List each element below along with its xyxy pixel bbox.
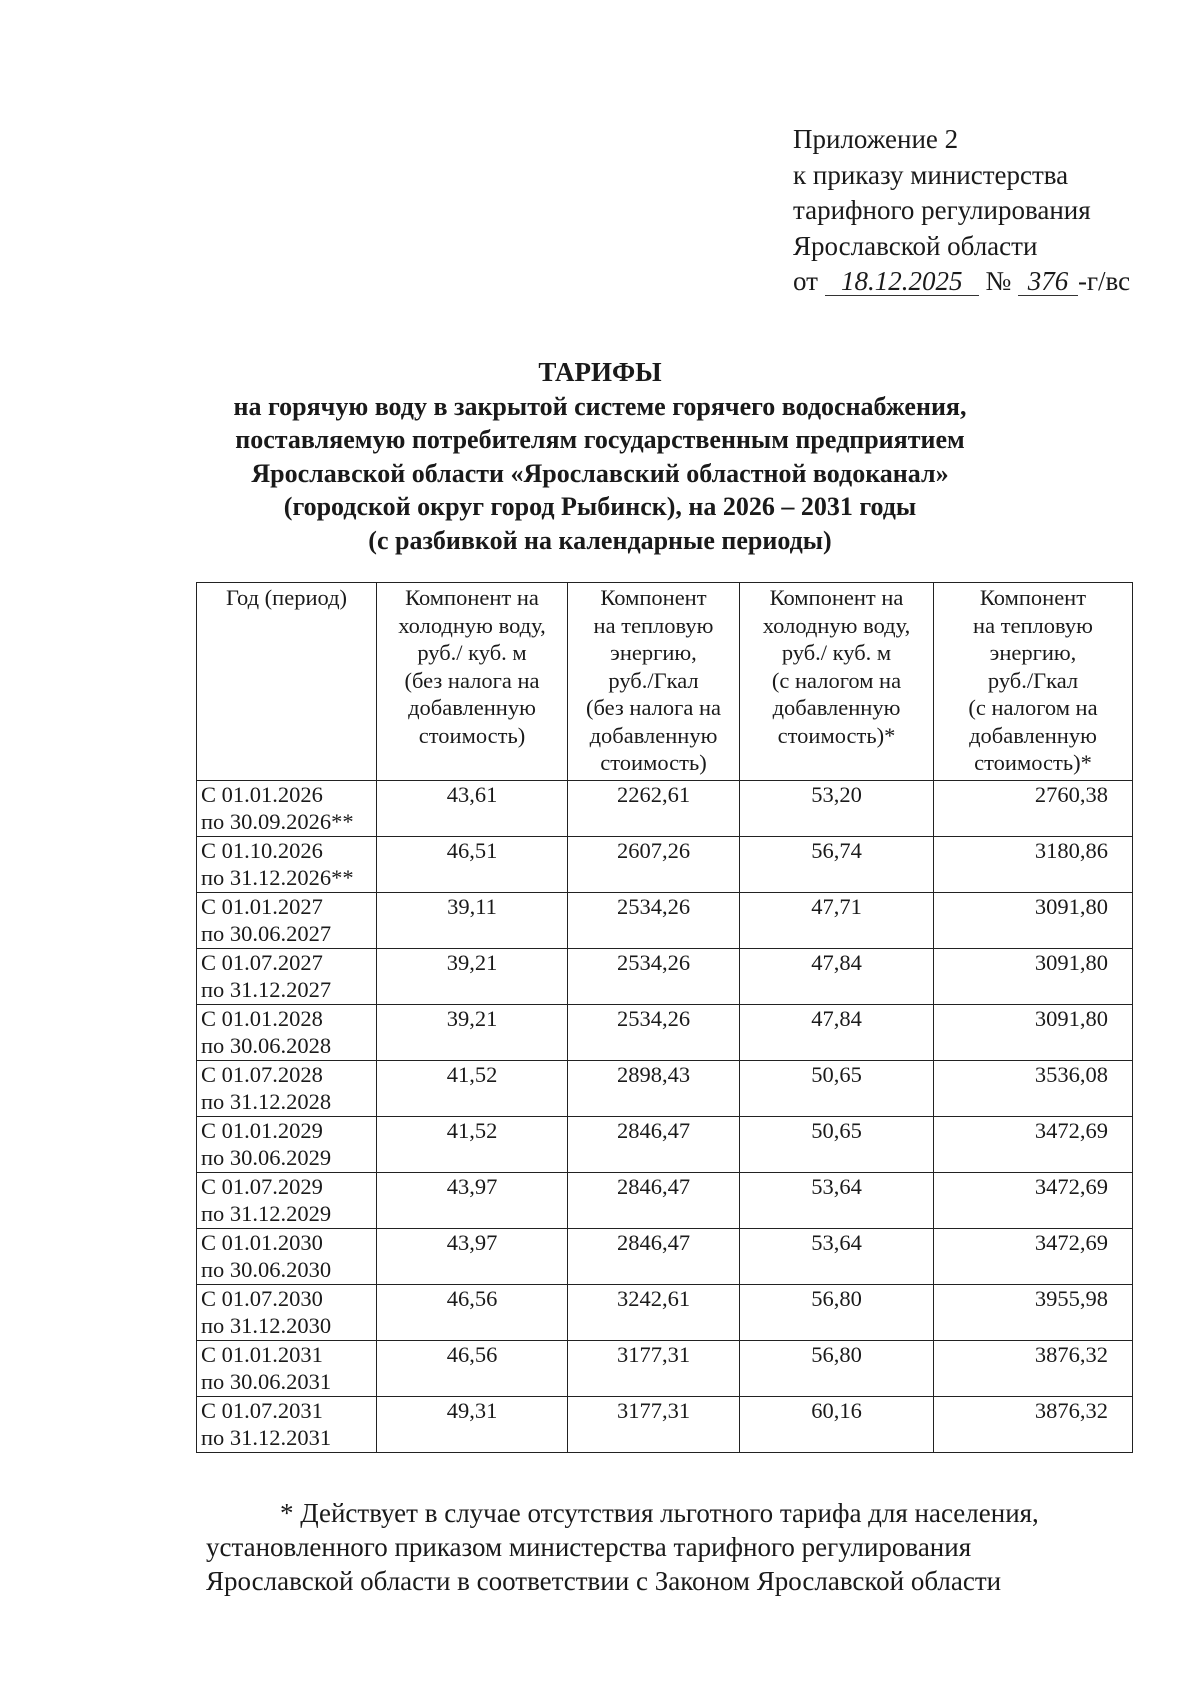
tariff-value-cold-vat: 56,74 — [740, 836, 934, 892]
subtitle-line: поставляемую потребителям государственным предприятием — [235, 425, 965, 454]
column-header-line: (с налогом на — [771, 667, 902, 693]
appendix-date-line — [793, 264, 1130, 300]
column-header-line: на тепловую — [973, 612, 1093, 638]
column-header-line: энергию, — [610, 640, 697, 665]
tariff-value-heat: 2534,26 — [568, 892, 740, 948]
handwritten-number: 376 — [1018, 267, 1078, 296]
appendix-block — [793, 122, 1130, 300]
tariff-value-heat-vat: 3091,80 — [934, 948, 1133, 1004]
tariff-value-heat-vat: 3091,80 — [934, 1004, 1133, 1060]
tariff-value-cold: 49,31 — [377, 1396, 568, 1452]
tariff-value-heat-vat: 2760,38 — [934, 780, 1133, 836]
period-start: С 01.07.2029 — [201, 1173, 323, 1199]
period-start: С 01.07.2031 — [201, 1397, 323, 1423]
footnote-line: Ярославской области в соответствии с Законом Ярославской области — [206, 1566, 1002, 1596]
table-row — [197, 1004, 1133, 1060]
period-end: по 31.12.2030 — [201, 1313, 332, 1338]
tariff-value-cold: 46,51 — [377, 836, 568, 892]
table-row — [197, 1284, 1133, 1340]
tariff-value-heat-vat: 3536,08 — [934, 1060, 1133, 1116]
period-cell — [197, 1172, 377, 1228]
handwritten-date: 18.12.2025 — [825, 267, 979, 296]
period-end: по 31.12.2027 — [201, 977, 332, 1002]
column-header-line: Компонент на — [769, 585, 904, 610]
tariff-value-heat-vat: 3091,80 — [934, 892, 1133, 948]
period-cell — [197, 1228, 377, 1284]
period-start: С 01.01.2028 — [201, 1005, 323, 1031]
tariff-value-heat: 3242,61 — [568, 1284, 740, 1340]
table-header-row — [197, 583, 1133, 781]
subtitle-line: (с разбивкой на календарные периоды) — [368, 525, 832, 555]
tariff-value-heat-vat: 3876,32 — [934, 1340, 1133, 1396]
footnote — [206, 1496, 1154, 1598]
column-header-line: (без налога на — [404, 667, 540, 693]
tariff-value-cold: 43,97 — [377, 1172, 568, 1228]
period-end: по 30.06.2028 — [201, 1033, 332, 1058]
column-header-line: стоимость)* — [777, 722, 896, 748]
appendix-line: к приказу министерства — [793, 159, 1069, 190]
subtitle-line: на горячую воду в закрытой системе горячего водоснабжения, — [233, 391, 967, 421]
tariff-value-cold: 39,11 — [377, 892, 568, 948]
appendix-line: тарифного регулирования — [793, 195, 1091, 225]
period-start: С 01.07.2027 — [201, 949, 323, 975]
tariff-value-heat-vat: 3876,32 — [934, 1396, 1133, 1452]
tariff-value-heat: 2262,61 — [568, 780, 740, 836]
tariff-value-cold: 46,56 — [377, 1340, 568, 1396]
tariff-value-heat: 2534,26 — [568, 1004, 740, 1060]
column-header-line: добавленную — [772, 695, 901, 720]
tariff-value-cold-vat: 60,16 — [740, 1396, 934, 1452]
column-header-line: руб./Гкал — [608, 667, 699, 693]
column-header-line: Компонент — [979, 585, 1087, 610]
period-start: С 01.10.2026 — [201, 837, 323, 863]
tariff-value-cold-vat: 50,65 — [740, 1060, 934, 1116]
period-end: по 30.06.2029 — [201, 1145, 332, 1170]
period-end: по 30.06.2031 — [201, 1369, 332, 1394]
table-row — [197, 1340, 1133, 1396]
tariff-value-cold: 39,21 — [377, 1004, 568, 1060]
footnote-line: установленного приказом министерства тарифного регулирования — [206, 1532, 972, 1562]
appendix-line: Приложение 2 — [793, 124, 959, 154]
tariff-value-cold-vat: 53,64 — [740, 1172, 934, 1228]
column-header — [740, 583, 934, 781]
period-cell — [197, 1284, 377, 1340]
column-header-line: на тепловую — [593, 612, 714, 638]
tariff-value-heat: 2846,47 — [568, 1228, 740, 1284]
period-start: С 01.07.2030 — [201, 1285, 323, 1311]
tariff-value-heat-vat: 3955,98 — [934, 1284, 1133, 1340]
period-end: по 31.12.2026** — [201, 865, 354, 890]
date-prefix: от — [793, 266, 818, 296]
tariff-value-cold-vat: 47,71 — [740, 892, 934, 948]
tariff-value-heat-vat: 3472,69 — [934, 1116, 1133, 1172]
number-suffix: -г/вс — [1077, 266, 1131, 296]
column-header-line: холодную воду, — [398, 612, 546, 638]
period-end: по 31.12.2029 — [201, 1201, 332, 1226]
table-row — [197, 1172, 1133, 1228]
period-cell — [197, 1004, 377, 1060]
column-header-line: стоимость) — [418, 722, 526, 748]
column-header-line: стоимость) — [600, 750, 707, 775]
tariff-value-heat: 2898,43 — [568, 1060, 740, 1116]
column-header-line: Компонент — [600, 585, 707, 610]
period-start: С 01.01.2027 — [201, 893, 323, 919]
column-header-line: добавленную — [408, 695, 536, 720]
tariff-value-cold-vat: 50,65 — [740, 1116, 934, 1172]
tariff-value-cold-vat: 47,84 — [740, 948, 934, 1004]
period-end: по 31.12.2028 — [201, 1089, 332, 1114]
tariff-value-cold: 39,21 — [377, 948, 568, 1004]
table-row — [197, 948, 1133, 1004]
tariff-value-cold-vat: 53,64 — [740, 1228, 934, 1284]
tariff-value-cold: 41,52 — [377, 1116, 568, 1172]
period-cell — [197, 948, 377, 1004]
period-start: С 01.01.2031 — [201, 1341, 323, 1367]
tariff-value-cold: 43,61 — [377, 780, 568, 836]
period-start: С 01.07.2028 — [201, 1061, 323, 1087]
tariff-value-cold: 46,56 — [377, 1284, 568, 1340]
subtitle-line: Ярославской области «Ярославский областной водоканал» — [251, 458, 949, 488]
tariff-value-cold: 43,97 — [377, 1228, 568, 1284]
tariff-value-heat: 2534,26 — [568, 948, 740, 1004]
period-cell — [197, 836, 377, 892]
table-row — [197, 1396, 1133, 1452]
period-start: С 01.01.2026 — [201, 781, 323, 807]
table-row — [197, 892, 1133, 948]
column-header-line: стоимость)* — [974, 750, 1092, 775]
period-cell — [197, 892, 377, 948]
tariff-value-cold-vat: 53,20 — [740, 780, 934, 836]
subtitle-line: (городской округ город Рыбинск), на 2026 – 2031 годы — [283, 492, 917, 521]
table-row — [197, 1116, 1133, 1172]
period-cell — [197, 1340, 377, 1396]
column-header-line: руб./Гкал — [987, 667, 1079, 693]
column-header-line: Год (период) — [225, 585, 348, 610]
period-end: по 30.09.2026** — [201, 809, 354, 834]
column-header-line: холодную воду, — [762, 612, 911, 638]
footnote-line: * Действует в случае отсутствия льготного тарифа для населения, — [280, 1498, 1039, 1528]
tariff-value-heat: 2846,47 — [568, 1172, 740, 1228]
period-cell — [197, 780, 377, 836]
period-start: С 01.01.2030 — [201, 1229, 323, 1255]
tariff-value-heat-vat: 3180,86 — [934, 836, 1133, 892]
column-header-line: руб./ куб. м — [781, 640, 892, 665]
tariff-value-cold-vat: 56,80 — [740, 1340, 934, 1396]
column-header-line: руб./ куб. м — [417, 640, 527, 665]
tariff-value-heat: 3177,31 — [568, 1340, 740, 1396]
column-header — [377, 583, 568, 781]
column-header-line: (без налога на — [586, 695, 721, 720]
tariff-value-heat-vat: 3472,69 — [934, 1172, 1133, 1228]
document-heading — [0, 356, 1200, 557]
tariff-value-cold-vat: 47,84 — [740, 1004, 934, 1060]
document-title: ТАРИФЫ — [538, 357, 662, 387]
table-row — [197, 1060, 1133, 1116]
column-header — [197, 583, 377, 781]
period-start: С 01.01.2029 — [201, 1117, 323, 1143]
table-row — [197, 1228, 1133, 1284]
tariff-value-heat: 2607,26 — [568, 836, 740, 892]
column-header-line: (с налогом на — [968, 695, 1098, 720]
column-header-line: Компонент на — [405, 585, 539, 610]
tariff-value-cold: 41,52 — [377, 1060, 568, 1116]
column-header — [568, 583, 740, 781]
table-row — [197, 836, 1133, 892]
number-sign: № — [985, 266, 1012, 296]
column-header — [934, 583, 1133, 781]
column-header-line: энергию, — [989, 640, 1077, 665]
appendix-line: Ярославской области — [793, 230, 1038, 261]
period-end: по 31.12.2031 — [201, 1425, 332, 1450]
tariff-value-heat: 2846,47 — [568, 1116, 740, 1172]
period-cell — [197, 1060, 377, 1116]
column-header-line: добавленную — [589, 722, 718, 748]
tariff-value-cold-vat: 56,80 — [740, 1284, 934, 1340]
table-row — [197, 780, 1133, 836]
period-cell — [197, 1116, 377, 1172]
tariff-value-heat: 3177,31 — [568, 1396, 740, 1452]
column-header-line: добавленную — [969, 722, 1097, 748]
period-end: по 30.06.2030 — [201, 1257, 332, 1282]
tariff-value-heat-vat: 3472,69 — [934, 1228, 1133, 1284]
tariffs-table — [196, 582, 1133, 1453]
period-cell — [197, 1396, 377, 1452]
period-end: по 30.06.2027 — [201, 921, 332, 946]
